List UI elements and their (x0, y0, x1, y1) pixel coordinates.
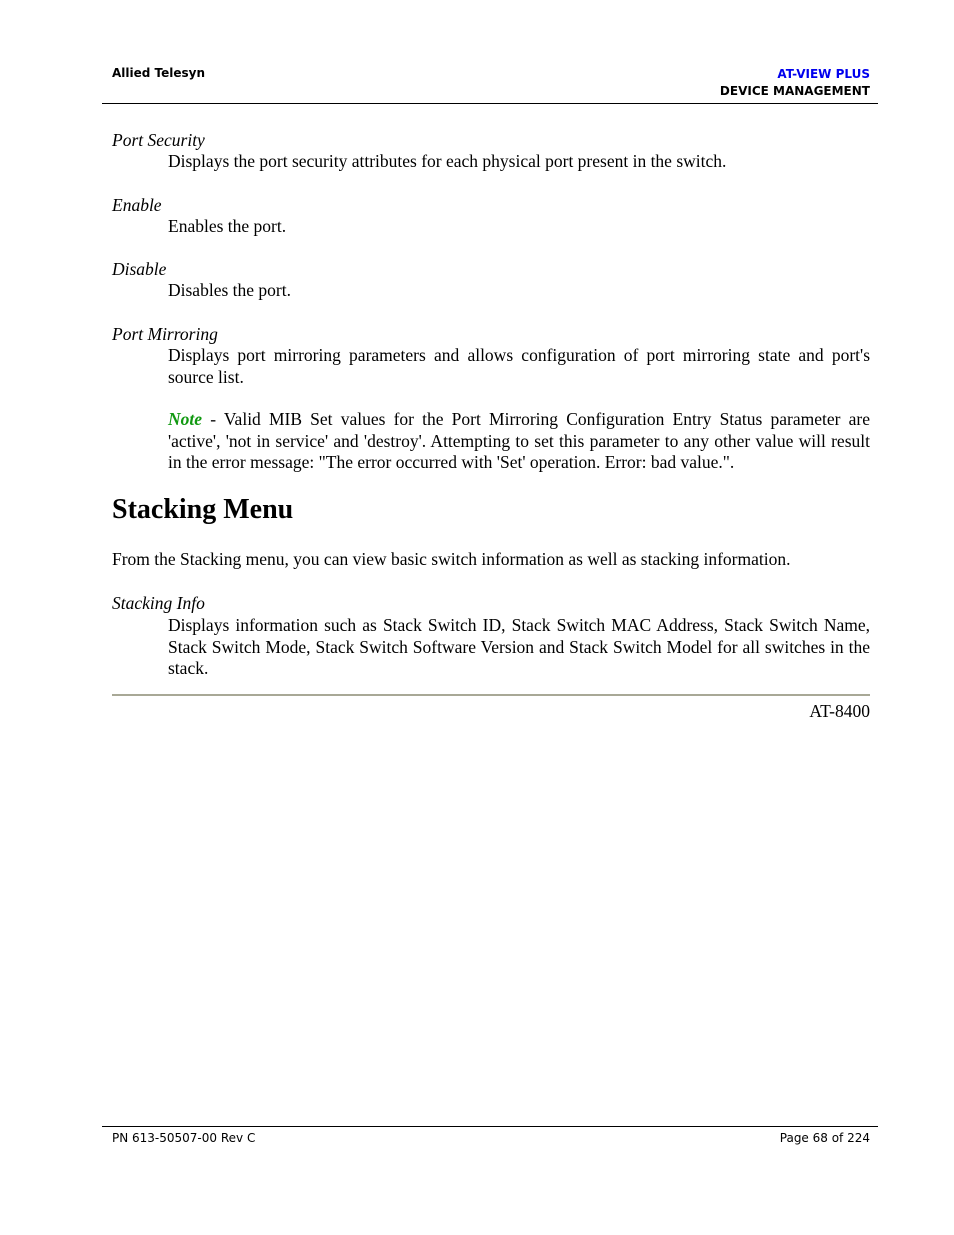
note-label: Note (168, 409, 203, 429)
footer-page-number: Page 68 of 224 (779, 1131, 870, 1145)
desc-enable: Enables the port. (168, 216, 287, 236)
section-intro: From the Stacking menu, you can view basic switch information as well as stacking information. (112, 549, 791, 569)
footer-divider (102, 1126, 878, 1127)
section-end-divider (112, 694, 870, 696)
header-divider (102, 103, 878, 104)
term-port-mirroring: Port Mirroring (112, 324, 218, 344)
note-paragraph (168, 409, 870, 474)
term-stacking-info: Stacking Info (112, 593, 205, 613)
header-company: Allied Telesyn (112, 66, 206, 80)
term-enable: Enable (112, 195, 162, 215)
note-text: - Valid MIB Set values for the Port Mirroring Configuration Entry Status parameter are 'active', 'not in service' and 'destroy'. Attempting to set this parameter to any other value will result in the error message: "The error occurred with 'Set' operation. Error: bad value.". (168, 409, 870, 472)
model-label: AT-8400 (809, 701, 870, 721)
desc-port-mirroring: Displays port mirroring parameters and allows configuration of port mirroring state and port's source list. (168, 345, 870, 387)
term-port-security: Port Security (112, 130, 205, 150)
footer-part-number: PN 613-50507-00 Rev C (112, 1131, 256, 1145)
header-product: AT-VIEW PLUS (777, 67, 870, 81)
term-disable: Disable (112, 259, 167, 279)
desc-disable: Disables the port. (168, 280, 291, 300)
header-title-block (720, 66, 870, 100)
header-section: DEVICE MANAGEMENT (719, 84, 870, 98)
desc-port-security: Displays the port security attributes for each physical port present in the switch. (168, 151, 727, 171)
section-heading: Stacking Menu (112, 494, 294, 525)
desc-stacking-info: Displays information such as Stack Switch ID, Stack Switch MAC Address, Stack Switch Name, Stack Switch Mode, Stack Switch Software Version and Stack Switch Model for all switches in the stack. (168, 615, 870, 678)
